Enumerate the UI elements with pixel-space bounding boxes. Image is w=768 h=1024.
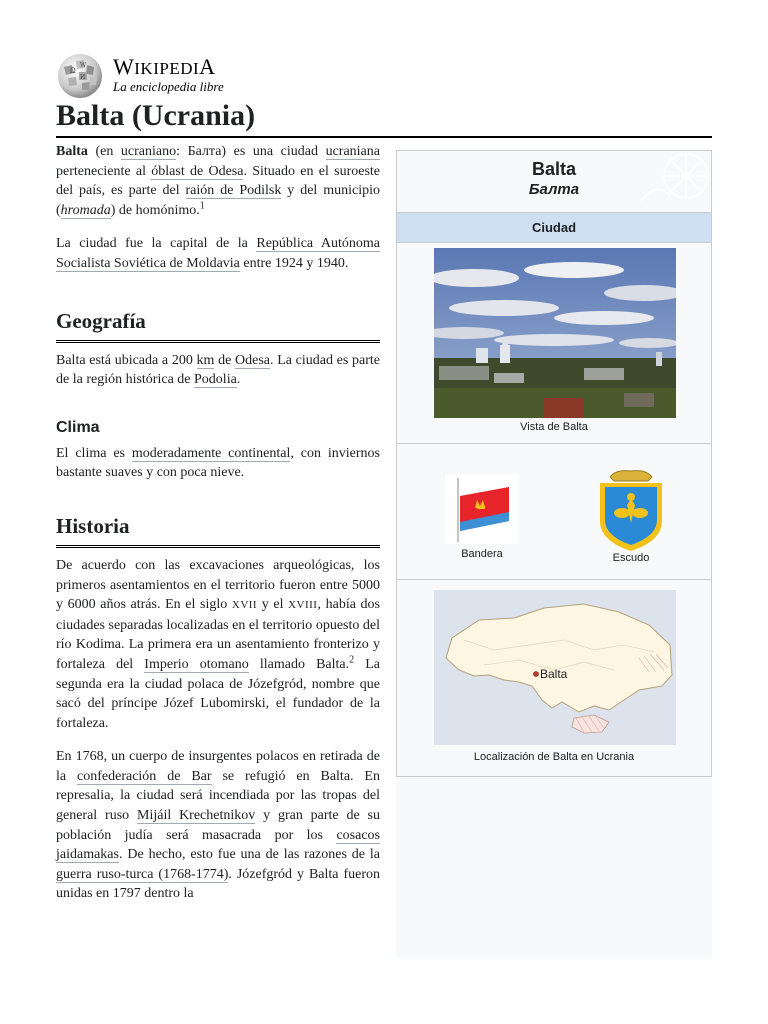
wordmark-rest: IKIPEDI xyxy=(134,59,200,78)
historia-paragraph-2 xyxy=(56,747,380,904)
coat-of-arms-image[interactable] xyxy=(596,469,666,554)
svg-text:Ω: Ω xyxy=(70,67,76,75)
page-title: Balta (Ucrania) xyxy=(56,99,256,132)
wikipedia-globe-icon[interactable] xyxy=(56,53,104,99)
coat-caption: Escudo xyxy=(612,552,650,564)
text: El clima es xyxy=(56,445,132,461)
map-caption: Localización de Balta en Ucrania xyxy=(473,751,635,763)
photo-caption: Vista de Balta xyxy=(520,421,588,433)
century-xviii: XVIII xyxy=(288,599,318,612)
text: entre 1924 y 1940. xyxy=(239,255,349,271)
text: y gran parte de su población judía será masacrada por los xyxy=(56,808,380,843)
reference-2[interactable]: 2 xyxy=(349,654,355,666)
reference-1[interactable]: 1 xyxy=(199,200,205,212)
bold-term: Balta xyxy=(56,144,88,159)
wordmark-final: A xyxy=(199,54,216,79)
text: La segunda era la ciudad polaca de Józefgród, nombre que sacó del príncipe Józef Lubomirski, el fundador de la fortaleza. xyxy=(56,656,381,731)
text: y el xyxy=(257,597,289,613)
century-xvii: XVII xyxy=(231,599,258,612)
text: : Балта) es una ciudad xyxy=(176,144,326,159)
text: de xyxy=(214,352,236,368)
balta-city-photo[interactable] xyxy=(434,248,676,418)
wikipedia-tagline: La enciclopedia libre xyxy=(113,79,224,94)
infobox xyxy=(396,150,712,777)
svg-text:И: И xyxy=(80,74,86,81)
text: . xyxy=(236,372,241,388)
heading-geografia: Geografía xyxy=(56,308,380,343)
link-moderadamente-continental[interactable]: moderadamente continental xyxy=(131,445,291,461)
heading-clima: Clima xyxy=(56,418,100,436)
link-cosacos[interactable]: cosacos xyxy=(336,827,380,843)
historia-paragraph-1 xyxy=(56,556,380,733)
map-marker-label: Balta xyxy=(540,667,568,681)
text: La ciudad fue la capital de la xyxy=(56,236,257,252)
infobox-type: Ciudad xyxy=(397,212,711,243)
infobox-map-section xyxy=(397,580,711,777)
link-imperio-otomano[interactable]: Imperio otomano xyxy=(144,656,249,672)
infobox-symbols-section xyxy=(397,444,711,580)
text: En 1768, un cuerpo de insurgentes polacos en retirada de la xyxy=(56,749,380,784)
title-divider xyxy=(56,136,712,138)
intro-paragraph-1 xyxy=(56,142,380,220)
wordmark-initial: W xyxy=(113,54,135,79)
link-rass-moldavia[interactable]: República Autónoma Socialista Soviética de Moldavia xyxy=(56,236,380,271)
wreath-decoration-icon xyxy=(611,151,711,212)
text: . Situado en el suroeste del país, es parte del xyxy=(56,163,380,199)
svg-text:W: W xyxy=(80,62,87,69)
infobox-title: Balta xyxy=(531,159,576,179)
text: . Józefgród y Balta fueron unidas en 1797 dentro la xyxy=(56,866,380,902)
clima-paragraph xyxy=(56,444,380,483)
link-hromada[interactable]: hromada xyxy=(60,202,111,218)
geografia-paragraph xyxy=(56,351,380,390)
infobox-photo-section xyxy=(397,243,711,444)
infobox-native-name: Балта xyxy=(528,181,580,198)
text: ) de homónimo. xyxy=(110,202,200,218)
infobox-header xyxy=(397,151,711,212)
link-podolia[interactable]: Podolia xyxy=(194,372,237,388)
text: , había dos ciudades separadas localizadas en el territorio opuesto del río Kodima. La primera era un asentamiento fronterizo y fortaleza del xyxy=(56,597,381,672)
link-confederacion-de-bar[interactable]: confederación de Bar xyxy=(77,768,212,784)
text: De acuerdo con las excavaciones arqueológicas, los primeros asentamientos en el territorio fueron entre 5000 y 6000 años atrás. En el siglo xyxy=(56,557,380,613)
text: perteneciente al xyxy=(56,163,152,179)
link-odesa[interactable]: Odesa xyxy=(235,352,271,368)
text: Balta está ubicada a 200 xyxy=(56,352,197,368)
link-guerra-ruso-turca[interactable]: guerra ruso-turca (1768-1774) xyxy=(56,866,229,882)
link-jaidamakas[interactable]: jaidamakas xyxy=(56,847,119,863)
text: se refugió en Balta. En represalia, la ciudad será incendiada por las tropas del general ruso xyxy=(56,768,380,824)
heading-historia: Historia xyxy=(56,513,380,548)
wikipedia-wordmark[interactable] xyxy=(113,55,216,81)
link-km[interactable]: km xyxy=(196,352,215,368)
link-mijail-krechetnikov[interactable]: Mijáil Krechetnikov xyxy=(137,808,256,824)
link-ucraniano[interactable]: ucraniano xyxy=(120,144,177,159)
link-ucraniana[interactable]: ucraniana xyxy=(325,144,380,159)
text: (en xyxy=(87,144,121,159)
text: , con inviernos bastante suaves y con poca nieve. xyxy=(56,445,380,481)
intro-paragraph-2 xyxy=(56,234,380,273)
link-raion-de-podilsk[interactable]: raión de Podilsk xyxy=(185,183,282,199)
text: . La ciudad es parte de la región histórica de xyxy=(56,352,381,388)
article-body xyxy=(56,142,380,915)
flag-caption: Bandera xyxy=(461,548,503,560)
infobox-background xyxy=(396,776,712,958)
text: y del municipio ( xyxy=(56,183,380,218)
text: . De hecho, esto fue una de las razones de la xyxy=(118,847,380,863)
flag-image[interactable] xyxy=(445,474,519,544)
text: llamado Balta. xyxy=(248,656,350,672)
link-oblast-de-odesa[interactable]: óblast de Odesa xyxy=(151,163,244,179)
